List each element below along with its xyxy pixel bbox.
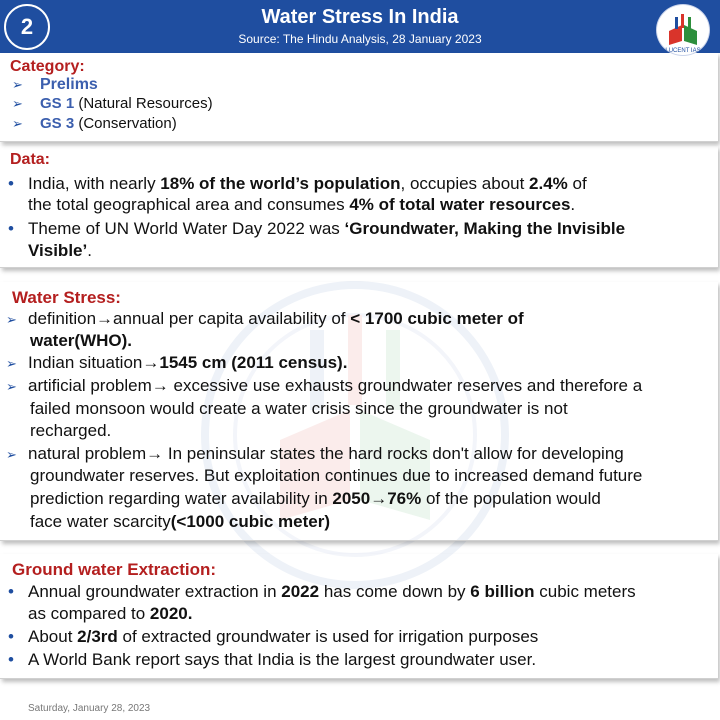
data-heading: Data:	[10, 151, 51, 168]
category-item: ➢ GS 3 (Conservation)	[12, 115, 177, 132]
data-bullet-2: • Theme of UN World Water Day 2022 was ‘Groundwater, Making the Invisible	[8, 219, 626, 238]
slide-number-badge: 2	[4, 4, 50, 50]
bullet-dot-icon: •	[8, 174, 14, 193]
extraction-bullet-3: • A World Bank report says that India is the largest groundwater user.	[8, 650, 537, 669]
arrow-bullet-icon: ➢	[6, 312, 17, 327]
data-bullet-1: • India, with nearly 18% of the world’s population, occupies about 2.4% of	[8, 174, 587, 193]
arrow-bullet-icon: ➢	[12, 116, 23, 131]
arrow-bullet-icon: ➢	[12, 77, 23, 92]
bullet-dot-icon: •	[8, 582, 14, 601]
extraction-bullet-2: • About 2/3rd of extracted groundwater is used for irrigation purposes	[8, 627, 539, 646]
data-bullet-1-cont: the total geographical area and consumes 4% of total water resources.	[28, 195, 576, 214]
arrow-bullet-icon: ➢	[6, 379, 17, 394]
extraction-heading: Ground water Extraction:	[12, 560, 217, 579]
category-item: ➢ Prelims	[12, 76, 98, 93]
ws-natural-cont-2: prediction regarding water availability in 2050→76% of the population would	[30, 489, 601, 508]
header-bar	[0, 0, 720, 53]
ws-artificial-cont-2: recharged.	[30, 421, 112, 440]
extraction-bullet-1-cont: as compared to 2020.	[28, 604, 193, 623]
source-line: Source: The Hindu Analysis, 28 January 2023	[238, 32, 482, 46]
water-stress-heading: Water Stress:	[12, 288, 121, 307]
ws-natural-cont-1: groundwater reserves. But exploitation continues due to increased demand future	[30, 466, 643, 485]
data-bullet-2-cont: Visible’.	[28, 241, 92, 260]
bullet-dot-icon: •	[8, 627, 14, 646]
extraction-bullet-1: • Annual groundwater extraction in 2022 has come down by 6 billion cubic meters	[8, 582, 636, 601]
arrow-bullet-icon: ➢	[12, 96, 23, 111]
ws-natural-cont-3: face water scarcity(<1000 cubic meter)	[30, 512, 330, 531]
footer-date: Saturday, January 28, 2023	[28, 703, 151, 714]
page-title: Water Stress In India	[261, 6, 459, 28]
ws-artificial-problem: ➢ artificial problem→ excessive use exhausts groundwater reserves and therefore a	[6, 376, 643, 395]
bullet-dot-icon: •	[8, 650, 14, 669]
bullet-dot-icon: •	[8, 219, 14, 238]
lucent-ias-logo	[656, 4, 710, 56]
arrow-bullet-icon: ➢	[6, 356, 17, 371]
category-heading: Category:	[10, 58, 85, 75]
ws-indian-situation: ➢ Indian situation→1545 cm (2011 census).	[6, 353, 348, 372]
ws-definition-cont: water(WHO).	[30, 331, 132, 350]
arrow-bullet-icon: ➢	[6, 447, 17, 462]
ws-artificial-cont-1: failed monsoon would create a water crisis since the groundwater is not	[30, 399, 568, 418]
ws-natural-problem: ➢ natural problem→ In peninsular states the hard rocks don't allow for developing	[6, 444, 624, 463]
category-item: ➢ GS 1 (Natural Resources)	[12, 95, 213, 112]
ws-definition: ➢ definition→annual per capita availability of < 1700 cubic meter of	[6, 309, 524, 328]
logo-lettering: LUCENT IAS	[665, 48, 701, 54]
